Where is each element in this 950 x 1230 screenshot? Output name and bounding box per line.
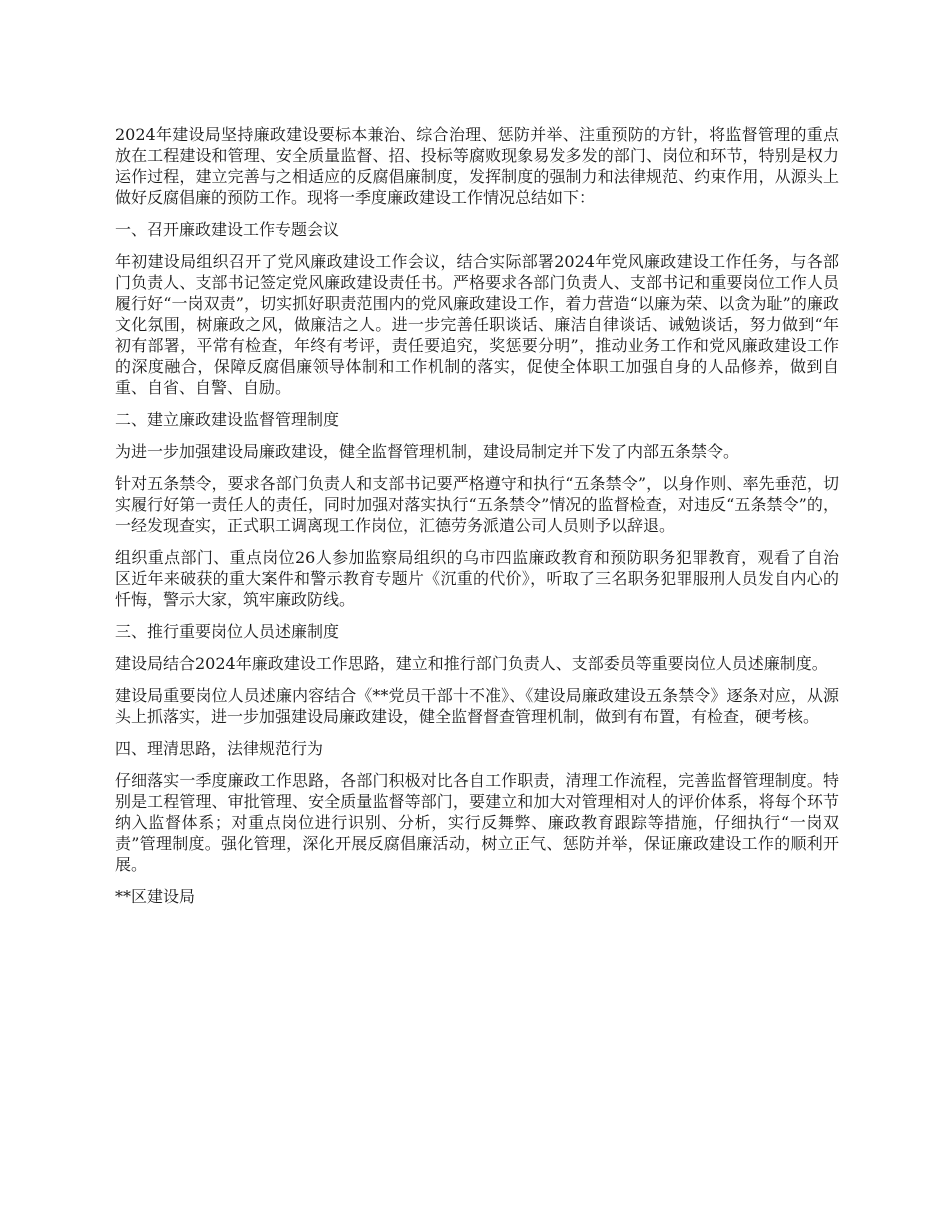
section-3-paragraph-1: 建设局结合2024年廉政建设工作思路，建立和推行部门负责人、支部委员等重要岗位人员述廉制度。 bbox=[115, 654, 828, 673]
section-2-paragraph-3: 组织重点部门、重点岗位26人参加监察局组织的乌市四监廉政教育和预防职务犯罪教育，观看了自治区近年来破获的重大案件和警示教育专题片《沉重的代价》，听取了三名职务犯罪服刑人员发自内心的忏悔，警示大家，筑牢廉政防线。 bbox=[115, 548, 839, 609]
section-4-paragraph-1: 仔细落实一季度廉政工作思路，各部门积极对比各自工作职责，清理工作流程，完善监督管理制度。特别是工程管理、审批管理、安全质量监督等部门，要建立和加大对管理相对人的评价体系，将每个环节纳入监督体系；对重点岗位进行识别、分析，实行反舞弊、廉政教育跟踪等措施，仔细执行“一岗双责”管理制度。强化管理，深化开展反腐倡廉活动，树立正气、惩防并举，保证廉政建设工作的顺利开展。 bbox=[115, 771, 839, 874]
signature: **区建设局 bbox=[115, 887, 196, 906]
intro-paragraph: 2024年建设局坚持廉政建设要标本兼治、综合治理、惩防并举、注重预防的方针，将监督管理的重点放在工程建设和管理、安全质量监督、招、投标等腐败现象易发多发的部门、岗位和环节，特别是权力运作过程，建立完善与之相适应的反腐倡廉制度，发挥制度的强制力和法律规范、约束作用，从源头上做好反腐倡廉的预防工作。现将一季度廉政建设工作情况总结如下： bbox=[115, 125, 839, 207]
section-3-paragraph-2: 建设局重要岗位人员述廉内容结合《**党员干部十不准》、《建设局廉政建设五条禁令》逐条对应，从源头上抓落实，进一步加强建设局廉政建设，健全监督督查管理机制，做到有布置，有检查，硬考核。 bbox=[115, 686, 839, 726]
section-4-heading: 四、理清思路，法律规范行为 bbox=[115, 739, 324, 758]
document-body bbox=[115, 124, 839, 918]
section-2-paragraph-2: 针对五条禁令，要求各部门负责人和支部书记要严格遵守和执行“五条禁令”，以身作则、率先垂范，切实履行好第一责任人的责任，同时加强对落实执行“五条禁令”情况的监督检查，对违反“五条禁令”的，一经发现查实，正式职工调离现工作岗位，汇德劳务派遣公司人员则予以辞退。 bbox=[115, 474, 839, 535]
section-1-heading: 一、召开廉政建设工作专题会议 bbox=[115, 220, 340, 239]
section-1-paragraph-1: 年初建设局组织召开了党风廉政建设工作会议，结合实际部署2024年党风廉政建设工作任务，与各部门负责人、支部书记签定党风廉政建设责任书。严格要求各部门负责人、支部书记和重要岗位工作人员履行好“一岗双责”，切实抓好职责范围内的党风廉政建设工作，着力营造“以廉为荣、以贪为耻”的廉政文化氛围，树廉政之风，做廉洁之人。进一步完善任职谈话、廉洁自律谈话、诫勉谈话，努力做到“年初有部署，平常有检查，年终有考评，责任要追究，奖惩要分明”，推动业务工作和党风廉政建设工作的深度融合，保障反腐倡廉领导体制和工作机制的落实，促使全体职工加强自身的人品修养，做到自重、自省、自警、自励。 bbox=[115, 252, 839, 397]
section-3-heading: 三、推行重要岗位人员述廉制度 bbox=[115, 622, 340, 641]
section-2-heading: 二、建立廉政建设监督管理制度 bbox=[115, 410, 340, 429]
section-2-paragraph-1: 为进一步加强建设局廉政建设，健全监督管理机制，建设局制定并下发了内部五条禁令。 bbox=[115, 442, 740, 461]
